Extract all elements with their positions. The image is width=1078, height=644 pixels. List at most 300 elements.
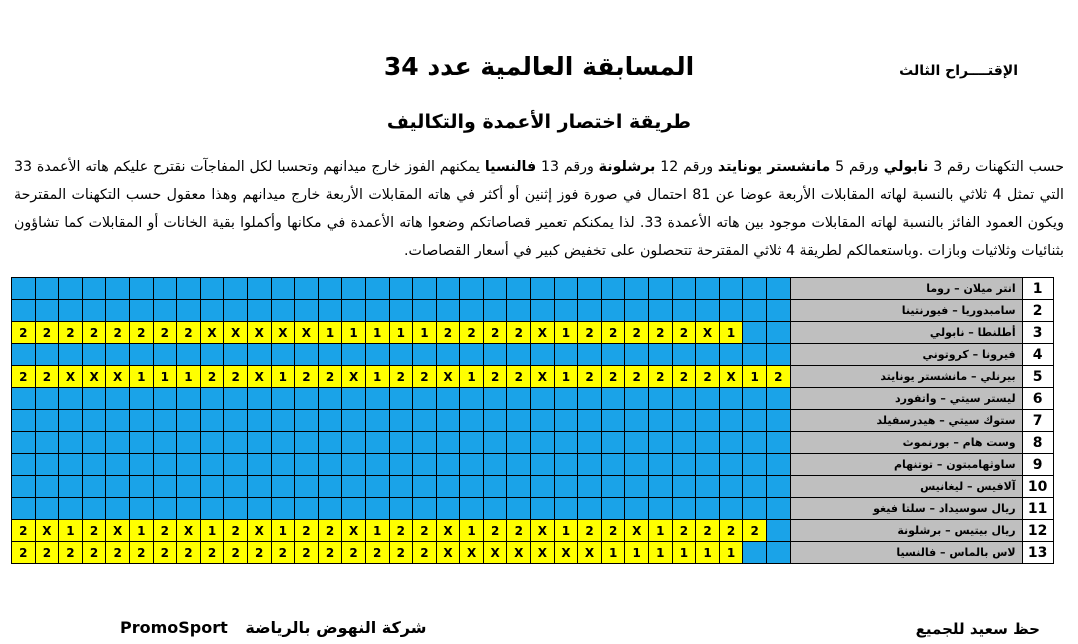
pick-cell: 2 <box>483 322 507 344</box>
match-number: 12 <box>1022 520 1053 542</box>
pick-cell: 2 <box>200 366 224 388</box>
pick-cell <box>767 476 791 498</box>
pick-cell <box>460 432 484 454</box>
grid-row <box>12 454 1054 476</box>
pick-cell: 1 <box>460 520 484 542</box>
pick-cell <box>625 454 649 476</box>
pick-cell: 1 <box>153 366 177 388</box>
pick-cell <box>295 344 319 366</box>
pick-cell: 2 <box>200 542 224 564</box>
pick-cell: X <box>200 322 224 344</box>
pick-cell <box>318 476 342 498</box>
pick-cell <box>554 410 578 432</box>
pick-cell <box>743 542 767 564</box>
pick-cell <box>365 454 389 476</box>
pick-cell <box>483 278 507 300</box>
pick-cell <box>578 300 602 322</box>
pick-cell <box>460 476 484 498</box>
pick-cell <box>767 542 791 564</box>
pick-cell: 2 <box>672 366 696 388</box>
pick-cell <box>413 388 437 410</box>
pick-cell <box>649 432 673 454</box>
pick-cell <box>696 388 720 410</box>
match-number: 13 <box>1022 542 1053 564</box>
pick-cell <box>767 454 791 476</box>
pick-cell: 2 <box>12 520 36 542</box>
pick-cell <box>35 388 59 410</box>
pick-cell <box>35 498 59 520</box>
pick-cell <box>483 410 507 432</box>
pick-cell <box>531 476 555 498</box>
pick-cell: 1 <box>365 322 389 344</box>
pick-cell <box>696 300 720 322</box>
pick-cell <box>224 388 248 410</box>
pick-cell <box>578 432 602 454</box>
pick-cell <box>531 454 555 476</box>
pick-cell <box>649 498 673 520</box>
pick-cell: 1 <box>177 366 201 388</box>
pick-cell <box>649 410 673 432</box>
pick-cell: 2 <box>578 520 602 542</box>
pick-cell <box>649 454 673 476</box>
pick-cell <box>436 476 460 498</box>
pick-cell <box>672 432 696 454</box>
pick-cell: X <box>247 520 271 542</box>
pick-cell <box>483 344 507 366</box>
pick-cell <box>342 388 366 410</box>
pick-cell: 2 <box>318 520 342 542</box>
pick-cell: 2 <box>153 322 177 344</box>
pick-cell <box>82 300 106 322</box>
page-title: المسابقة العالمية عدد 34 <box>383 52 695 81</box>
pick-cell: 1 <box>365 520 389 542</box>
pick-cell <box>200 432 224 454</box>
pick-cell <box>672 344 696 366</box>
pick-cell <box>625 476 649 498</box>
pick-cell <box>342 300 366 322</box>
pick-cell <box>601 432 625 454</box>
pick-cell <box>507 300 531 322</box>
pick-cell: 2 <box>507 366 531 388</box>
pick-cell: 2 <box>342 542 366 564</box>
pick-cell: X <box>460 542 484 564</box>
pick-cell: 2 <box>106 322 130 344</box>
grid-row <box>12 432 1054 454</box>
grid-row <box>12 498 1054 520</box>
pick-cell <box>625 388 649 410</box>
match-name: فيرونا – كروتوني <box>790 344 1022 366</box>
pick-cell: 2 <box>82 322 106 344</box>
pick-cell: 2 <box>35 322 59 344</box>
pick-cell <box>696 432 720 454</box>
pick-cell <box>389 388 413 410</box>
pick-cell <box>719 278 743 300</box>
pick-cell <box>625 410 649 432</box>
pick-cell <box>578 278 602 300</box>
intro-text: ورقم 13 <box>536 159 599 175</box>
pick-cell <box>719 454 743 476</box>
pick-cell <box>59 476 83 498</box>
pick-cell: 2 <box>649 366 673 388</box>
pick-cell: 2 <box>601 366 625 388</box>
pick-cell <box>224 300 248 322</box>
pick-cell <box>365 300 389 322</box>
pick-cell: 1 <box>129 520 153 542</box>
pick-cell <box>82 476 106 498</box>
pick-cell <box>365 476 389 498</box>
pick-cell: 2 <box>318 542 342 564</box>
grid-row <box>12 410 1054 432</box>
pick-cell <box>177 344 201 366</box>
match-name: ساوثهامبتون – توتنهام <box>790 454 1022 476</box>
pick-cell <box>719 476 743 498</box>
pick-cell <box>59 410 83 432</box>
pick-cell <box>82 454 106 476</box>
pick-cell <box>625 344 649 366</box>
pick-cell <box>436 388 460 410</box>
pick-cell: 1 <box>554 366 578 388</box>
pick-cell <box>460 410 484 432</box>
pick-cell <box>696 278 720 300</box>
pick-cell: X <box>625 520 649 542</box>
pick-cell: 1 <box>365 366 389 388</box>
pick-cell <box>507 344 531 366</box>
pick-cell <box>483 388 507 410</box>
pick-cell <box>578 344 602 366</box>
pick-cell <box>129 476 153 498</box>
pick-cell <box>106 410 130 432</box>
pick-cell <box>35 278 59 300</box>
pick-cell <box>200 300 224 322</box>
pick-cell <box>153 344 177 366</box>
pick-cell: 2 <box>696 520 720 542</box>
pick-cell <box>413 498 437 520</box>
pick-cell: 2 <box>82 542 106 564</box>
match-number: 1 <box>1022 278 1053 300</box>
pick-cell <box>200 278 224 300</box>
pick-cell <box>59 278 83 300</box>
pick-cell: X <box>531 520 555 542</box>
pick-cell <box>460 454 484 476</box>
pick-cell: 2 <box>295 366 319 388</box>
pick-cell <box>200 388 224 410</box>
pick-cell <box>601 300 625 322</box>
pick-cell <box>531 498 555 520</box>
pick-cell: X <box>35 520 59 542</box>
pick-cell: 1 <box>696 542 720 564</box>
pick-cell: 2 <box>177 542 201 564</box>
pick-cell: 2 <box>436 322 460 344</box>
pick-cell: 2 <box>413 520 437 542</box>
match-name: وست هام – بورنموث <box>790 432 1022 454</box>
pick-cell <box>436 278 460 300</box>
intro-text: ورقم 12 <box>655 159 718 175</box>
pick-cell: 2 <box>153 520 177 542</box>
pick-cell: 2 <box>295 520 319 542</box>
pick-cell: X <box>483 542 507 564</box>
pick-cell <box>35 410 59 432</box>
pick-cell: X <box>554 542 578 564</box>
pick-cell <box>59 498 83 520</box>
match-number: 4 <box>1022 344 1053 366</box>
pick-cell: 1 <box>743 366 767 388</box>
pick-cell <box>59 432 83 454</box>
pick-cell <box>82 388 106 410</box>
pick-cell: 1 <box>271 520 295 542</box>
pick-cell <box>247 278 271 300</box>
pick-cell: 2 <box>12 322 36 344</box>
pick-cell: 1 <box>554 322 578 344</box>
pick-cell <box>247 432 271 454</box>
pick-cell <box>389 476 413 498</box>
pick-cell: 2 <box>672 322 696 344</box>
pick-cell <box>719 432 743 454</box>
pick-cell <box>554 432 578 454</box>
pick-cell <box>342 410 366 432</box>
pick-cell: X <box>342 366 366 388</box>
pick-cell <box>271 300 295 322</box>
pick-cell: 2 <box>12 542 36 564</box>
pick-cell <box>483 432 507 454</box>
pick-cell: X <box>578 542 602 564</box>
pick-cell <box>295 278 319 300</box>
pick-cell <box>35 432 59 454</box>
pick-cell: 2 <box>672 520 696 542</box>
pick-cell <box>672 454 696 476</box>
footer-greeting: حظ سعيد للجميع <box>915 620 1040 638</box>
pick-cell <box>460 278 484 300</box>
pick-cell <box>318 410 342 432</box>
pick-cell <box>601 476 625 498</box>
grid-row <box>12 388 1054 410</box>
pick-cell: 2 <box>153 542 177 564</box>
pick-cell: 2 <box>389 520 413 542</box>
match-name: سامبدوريا – فيورنتينا <box>790 300 1022 322</box>
pick-cell <box>719 388 743 410</box>
pick-cell <box>271 410 295 432</box>
pick-cell <box>12 388 36 410</box>
pick-cell: 2 <box>247 542 271 564</box>
pick-cell: 2 <box>625 322 649 344</box>
pick-cell <box>342 278 366 300</box>
proposal-label: الإقتــــراح الثالث <box>899 63 1018 79</box>
pick-cell <box>129 344 153 366</box>
pick-cell <box>106 454 130 476</box>
pick-cell: 2 <box>224 366 248 388</box>
pick-cell: 1 <box>460 366 484 388</box>
pick-cell: X <box>224 322 248 344</box>
pick-cell: 2 <box>59 542 83 564</box>
pick-cell <box>59 454 83 476</box>
pick-cell: 2 <box>460 322 484 344</box>
match-number: 8 <box>1022 432 1053 454</box>
pick-cell <box>271 278 295 300</box>
pick-cell: X <box>247 366 271 388</box>
pick-cell <box>483 476 507 498</box>
pick-cell <box>413 410 437 432</box>
pick-cell: X <box>342 520 366 542</box>
pick-cell <box>696 476 720 498</box>
pick-cell <box>601 454 625 476</box>
pick-cell: X <box>696 322 720 344</box>
pick-cell <box>295 300 319 322</box>
pick-cell <box>767 498 791 520</box>
pick-cell <box>177 388 201 410</box>
pick-cell <box>531 410 555 432</box>
pick-cell <box>129 498 153 520</box>
pick-cell <box>696 498 720 520</box>
pick-cell <box>12 278 36 300</box>
pick-cell: 1 <box>389 322 413 344</box>
pick-cell <box>153 432 177 454</box>
pick-cell: 1 <box>59 520 83 542</box>
pick-cell <box>224 498 248 520</box>
pick-cell <box>767 278 791 300</box>
pick-cell <box>129 278 153 300</box>
pick-cell: 2 <box>601 520 625 542</box>
pick-cell <box>601 410 625 432</box>
pick-cell <box>129 454 153 476</box>
pick-cell: 1 <box>649 542 673 564</box>
pick-cell <box>578 476 602 498</box>
pick-cell: 2 <box>767 366 791 388</box>
intro-text: ورقم 5 <box>830 159 884 175</box>
pick-cell <box>271 432 295 454</box>
intro-text: يمكنهم الفوز خارج ميدانهم وتحسبا لكل المفاجآت نقترح عليكم هاته الأعمدة 33 التي تمثل 4 ثلاثي بالنسبة لهاته المقابلات الأربعة عوضا عن 81 احتمال في صورة فوز إثنين أو أكثر في هاته المقابلات الأربعة خارج ميدانهم وهذا معقول حسب التكهنات المقترحة ويكون العمود الفائز بالنسبة لهاته المقابلات موجود بين هاته الأعمدة 33. لذا يمكنكم تعمير قصاصاتكم وضعوا هاته الأعمدة في مكانها وأكملوا بقية الخانات أو المقابلات كما تشاؤون بثنائيات وثلاثيات وبازات .وباستعمالكم لطريقة 4 ثلاثي المقترحة تتحصلون على تخفيض كبير في أسعار القصاصات. <box>14 159 1064 259</box>
pick-cell <box>247 388 271 410</box>
pick-cell <box>696 454 720 476</box>
match-number: 11 <box>1022 498 1053 520</box>
match-name: انتر ميلان – روما <box>790 278 1022 300</box>
pick-cell: 2 <box>82 520 106 542</box>
intro-team-name: برشلونة <box>598 159 656 175</box>
pick-cell <box>413 432 437 454</box>
pick-cell <box>318 278 342 300</box>
pick-cell <box>531 300 555 322</box>
pick-cell <box>743 300 767 322</box>
pick-cell <box>153 300 177 322</box>
pick-cell <box>743 388 767 410</box>
pick-cell <box>129 300 153 322</box>
match-number: 3 <box>1022 322 1053 344</box>
pick-cell <box>177 454 201 476</box>
pick-cell <box>389 432 413 454</box>
pick-cell: 1 <box>271 366 295 388</box>
pick-cell: 2 <box>743 520 767 542</box>
pick-cell <box>342 344 366 366</box>
pick-cell <box>365 410 389 432</box>
pick-cell <box>483 498 507 520</box>
pick-cell: 2 <box>719 520 743 542</box>
pick-cell: 2 <box>35 542 59 564</box>
pick-cell <box>318 432 342 454</box>
pick-cell <box>767 410 791 432</box>
pick-cell <box>436 344 460 366</box>
pick-cell <box>224 278 248 300</box>
pick-cell <box>129 388 153 410</box>
pick-cell <box>413 344 437 366</box>
match-name: لاس بالماس – فالنسيا <box>790 542 1022 564</box>
pick-cell <box>200 476 224 498</box>
pick-cell <box>342 476 366 498</box>
pick-cell <box>177 498 201 520</box>
pick-cell <box>672 410 696 432</box>
pick-cell <box>177 278 201 300</box>
pick-cell <box>672 300 696 322</box>
pick-cell <box>318 454 342 476</box>
pick-cell <box>554 278 578 300</box>
pick-cell <box>507 476 531 498</box>
pick-cell <box>554 476 578 498</box>
pick-cell <box>601 344 625 366</box>
pick-cell <box>59 388 83 410</box>
pick-cell <box>106 498 130 520</box>
pick-cell <box>82 278 106 300</box>
pick-cell <box>389 344 413 366</box>
pick-cell <box>696 344 720 366</box>
pick-cell <box>483 454 507 476</box>
pick-cell <box>200 498 224 520</box>
pick-cell <box>247 476 271 498</box>
pick-cell: X <box>531 322 555 344</box>
pick-cell <box>719 344 743 366</box>
pick-cell <box>318 498 342 520</box>
grid-row <box>12 520 1054 542</box>
pick-cell <box>649 278 673 300</box>
pick-cell <box>413 300 437 322</box>
pick-cell <box>507 388 531 410</box>
pick-cell: 2 <box>389 366 413 388</box>
grid-row <box>12 322 1054 344</box>
pick-cell: X <box>106 366 130 388</box>
match-name: ريال بيتيس – برشلونة <box>790 520 1022 542</box>
pick-cell: X <box>106 520 130 542</box>
pick-cell <box>271 498 295 520</box>
pick-cell <box>12 476 36 498</box>
pick-cell <box>247 300 271 322</box>
pick-cell: 1 <box>318 322 342 344</box>
pick-cell <box>153 454 177 476</box>
pick-cell: 1 <box>129 366 153 388</box>
pick-cell: 2 <box>578 322 602 344</box>
match-name: آلافيس – ليغانيس <box>790 476 1022 498</box>
pick-cell <box>460 344 484 366</box>
pick-cell: 1 <box>413 322 437 344</box>
pick-cell: 1 <box>342 322 366 344</box>
pick-cell <box>578 410 602 432</box>
pick-cell <box>12 410 36 432</box>
pick-cell <box>295 454 319 476</box>
pick-cell: 2 <box>601 322 625 344</box>
pick-cell: X <box>271 322 295 344</box>
pick-cell: 2 <box>413 366 437 388</box>
pick-cell: X <box>719 366 743 388</box>
pick-cell <box>82 498 106 520</box>
pick-cell <box>35 454 59 476</box>
pick-cell <box>601 388 625 410</box>
pick-cell <box>554 454 578 476</box>
match-number: 7 <box>1022 410 1053 432</box>
pick-cell <box>507 498 531 520</box>
pick-cell <box>224 454 248 476</box>
pick-cell <box>649 476 673 498</box>
pick-cell <box>35 300 59 322</box>
pick-cell: 2 <box>106 542 130 564</box>
match-name: ليستر سيتي – واتفورد <box>790 388 1022 410</box>
pick-cell <box>743 344 767 366</box>
pick-cell <box>224 410 248 432</box>
pick-cell <box>413 278 437 300</box>
